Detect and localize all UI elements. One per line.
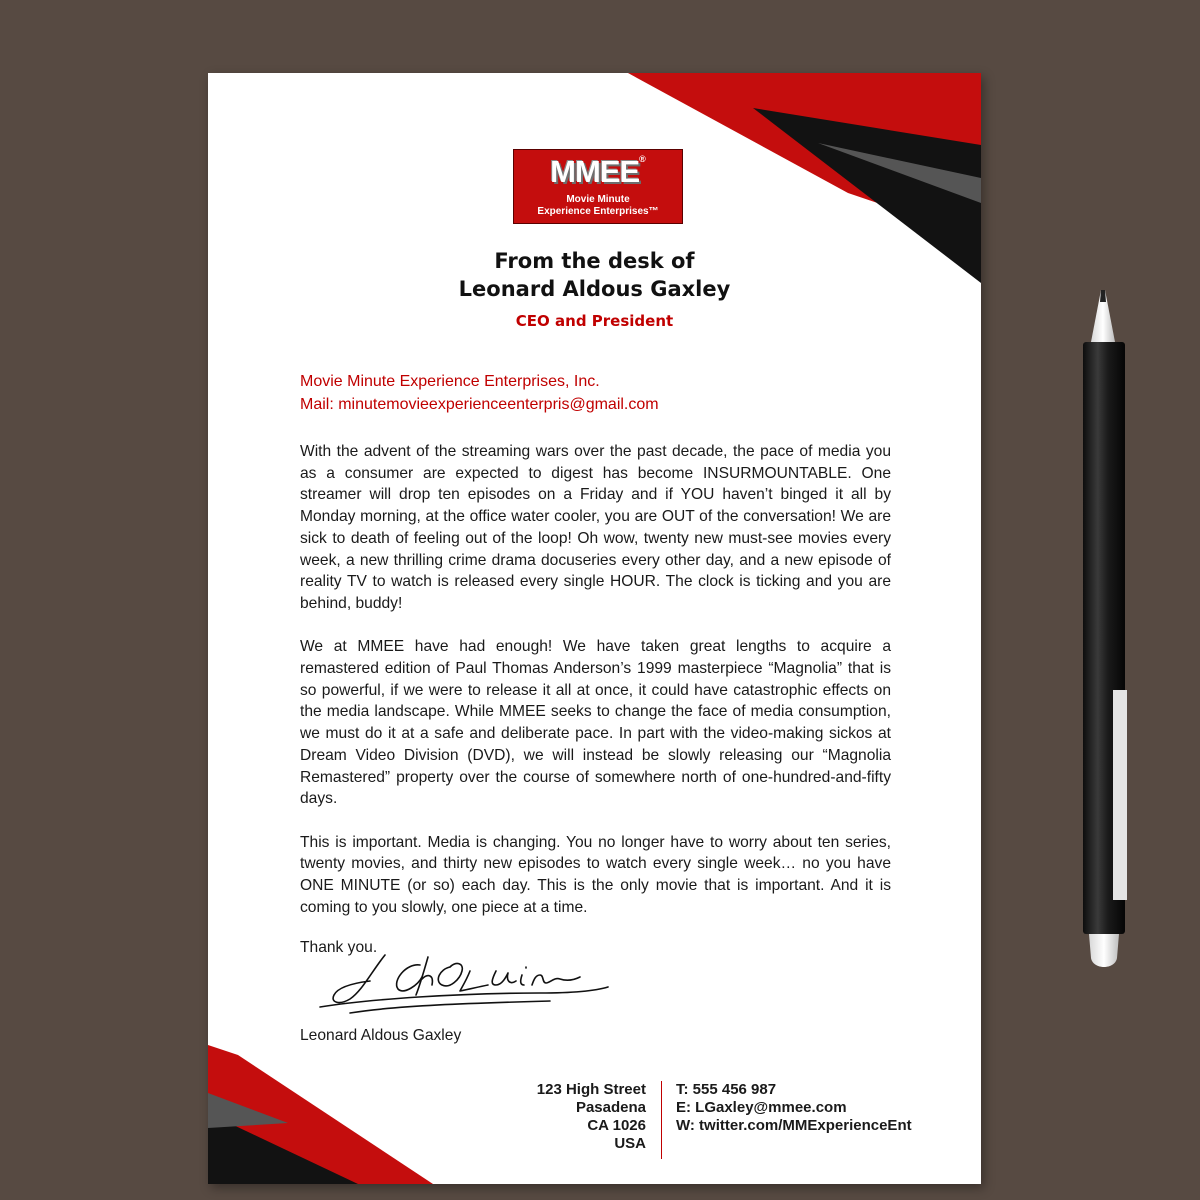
pencil-cap — [1089, 934, 1119, 967]
logo-subtitle-line1: Movie Minute — [566, 194, 630, 205]
logo-subtitle — [514, 194, 682, 218]
body-paragraph: We at MMEE have had enough! We have taken great lengths to acquire a remastered edition of Paul Thomas Anderson’s 1999 masterpiece “Magnolia” that is so powerful, if we were to release it all at once, it could have catastrophic effects on the media landscape. While MMEE seeks to change the face of media consumption, we must do it at a safe and deliberate pace. In part with the video-making sickos at Dream Video Division (DVD), we will instead be slowly releasing our “Magnolia Remastered” property over the course of somewhere north of one-hundred-and-fifty days. — [300, 638, 891, 808]
body-paragraph: This is important. Media is changing. You no longer have to worry about ten series, twenty movies, and thirty new episodes to watch every single week… no you have ONE MINUTE (or so) each day. This is the only movie that is important. And it is coming to you slowly, one piece at a time. — [300, 833, 891, 916]
letterhead-title — [208, 247, 981, 303]
pencil-icon — [1079, 290, 1129, 980]
footer-address — [498, 1081, 646, 1153]
company-mail: Mail: minutemovieexperienceenterpris@gmail.com — [300, 396, 659, 413]
body-paragraph: With the advent of the streaming wars over the past decade, the pace of media you as a consumer are expected to digest has become INSURMOUNTABLE. One streamer will drop ten episodes on a Friday and if YOU haven’t binged it all by Monday morning, at the office water cooler, you are OUT of the conversation! We are sick to death of feeling out of the loop! Oh wow, twenty new must-see movies every week, a new thrilling crime drama docuseries every other day, and a new episode of reality TV to watch is released every single HOUR. The clock is ticking and you are behind, buddy! — [300, 443, 891, 612]
company-logo — [513, 149, 683, 224]
registered-mark: ® — [639, 154, 646, 164]
contact-phone: T: 555 456 987 — [676, 1081, 777, 1098]
closing-thanks: Thank you. — [300, 939, 378, 956]
letterhead-role: CEO and President — [515, 312, 674, 330]
footer-contact — [676, 1081, 912, 1135]
letterhead-line1: From the desk of — [494, 249, 695, 273]
pencil-clip — [1113, 690, 1127, 900]
letter-body — [300, 441, 891, 940]
logo-subtitle-line2: Experience Enterprises™ — [537, 206, 659, 217]
letter-page — [208, 73, 981, 1184]
pencil-lead — [1100, 290, 1106, 302]
signer-name: Leonard Aldous Gaxley — [300, 1027, 462, 1044]
address-line: 123 High Street — [536, 1081, 646, 1098]
logo-mark — [514, 154, 682, 190]
address-line: USA — [614, 1135, 646, 1152]
contact-web[interactable]: W: twitter.com/MMExperienceEnt — [676, 1117, 912, 1134]
address-line: Pasadena — [575, 1099, 646, 1116]
footer-divider — [661, 1081, 662, 1159]
logo-letters: MMEE — [550, 154, 640, 189]
letterhead-name: Leonard Aldous Gaxley — [458, 277, 731, 301]
company-name: Movie Minute Experience Enterprises, Inc. — [300, 373, 600, 390]
contact-email[interactable]: E: LGaxley@mmee.com — [676, 1099, 847, 1116]
address-line: CA 1026 — [587, 1117, 646, 1134]
company-block — [300, 370, 659, 416]
signature — [310, 941, 610, 1021]
